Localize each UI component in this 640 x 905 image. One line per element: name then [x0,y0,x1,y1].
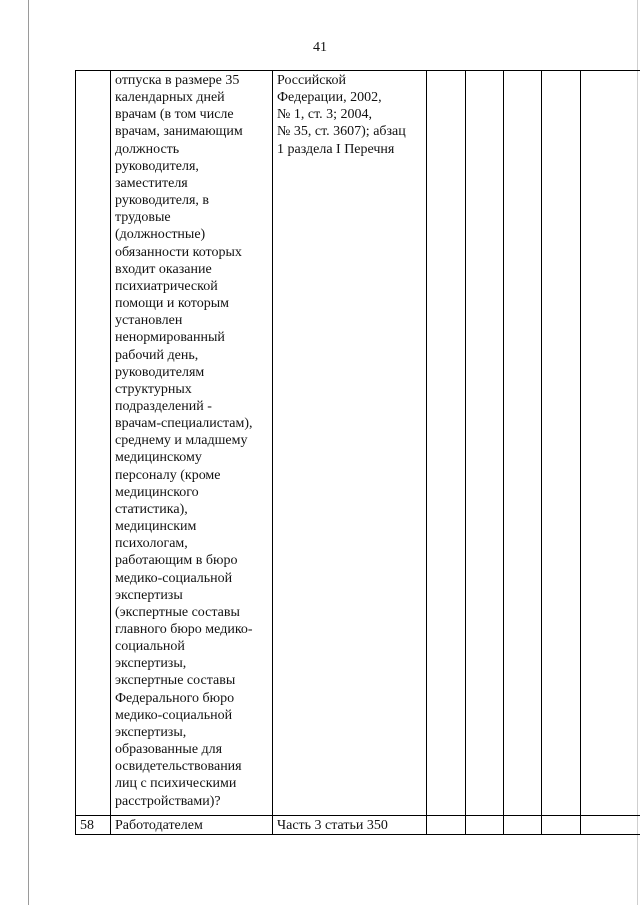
reference-cell [273,71,427,816]
reference-cell [273,816,427,835]
page-left-edge [28,0,29,905]
notes-cell [581,71,640,816]
answer-cell-yes [427,816,466,835]
table-row [76,71,640,816]
reference-text: Российской Федерации, 2002, № 1, ст. 3; 2004, № 35, ст. 3607); абзац 1 раздела I Перечня [277,73,406,157]
page-number: 41 [313,40,327,55]
notes-cell [581,816,640,835]
row-number-cell [76,71,111,816]
answer-cell-extra [542,71,581,816]
question-cell [111,816,273,835]
answer-cell-na [504,71,542,816]
question-cell [111,71,273,816]
row-number-cell: 58 [76,816,111,835]
answer-cell-yes [427,71,466,816]
answer-cell-no [466,816,504,835]
table-row [76,816,640,835]
reference-text: Часть 3 статьи 350 [277,818,388,833]
requirements-table [75,70,640,835]
answer-cell-extra [542,816,581,835]
question-text: отпуска в размере 35 календарных дней врачам (в том числе врачам, занимающим должность руководителя, заместителя руководителя, в трудовые (должностные) обязанности которых входит оказание психиатрической помощи и которым установлен ненормированный рабочий день, руководителям структурных подразделений - врачам-специалистам), среднему и младшему медицинскому персоналу (кроме медицинского статистика), медицинским психологам, работающим в бюро медико-социальной экспертизы (экспертные составы главного бюро медико- социальной экспертизы, экспертные составы Федерального бюро медико-социальной экспертизы, образованные для освидетельствования лиц с психическими расстройствами)? [115,73,253,809]
answer-cell-na [504,816,542,835]
answer-cell-no [466,71,504,816]
question-text: Работодателем [115,818,203,833]
